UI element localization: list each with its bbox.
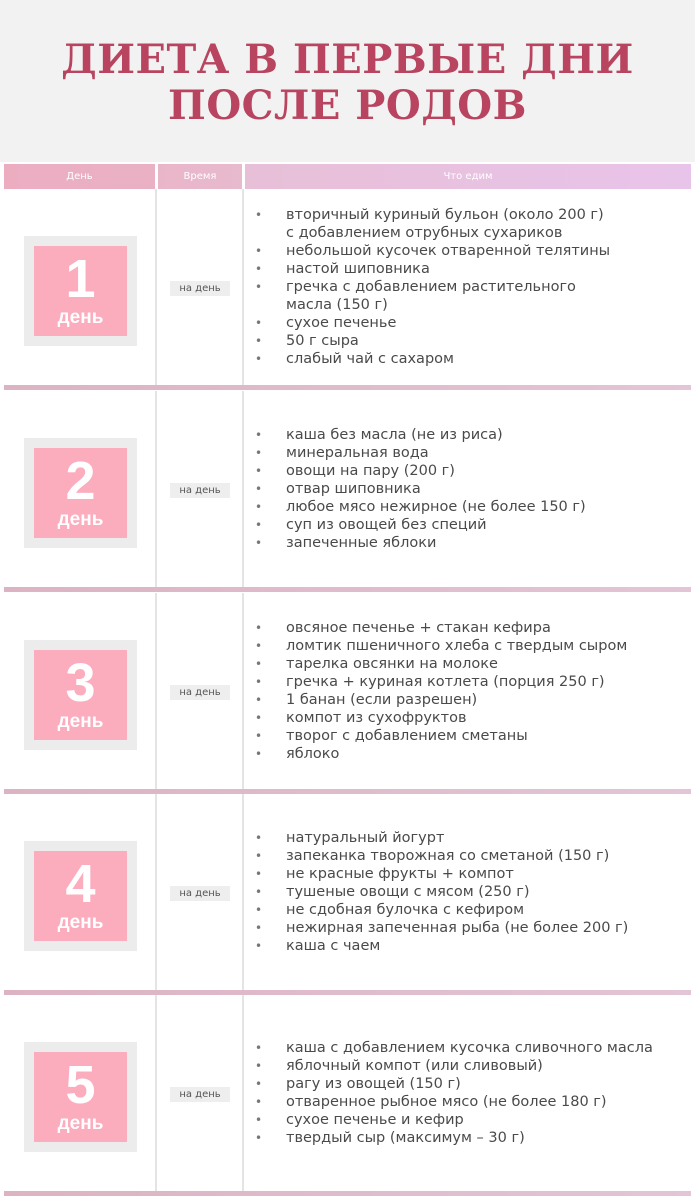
food-item: • овощи на пару (200 г) (255, 462, 687, 480)
food-item: • 1 банан (если разрешен) (255, 691, 687, 709)
day-number: 1 (65, 249, 96, 309)
day-label: день (57, 509, 104, 530)
day-badge (24, 640, 137, 750)
food-item: • отвар шиповника (255, 480, 687, 498)
food-item: • небольшой кусочек отваренной телятины (255, 242, 687, 260)
day-label: день (57, 912, 104, 933)
day-label: день (57, 307, 104, 328)
table-row (4, 189, 691, 391)
day-badge-inner (34, 650, 127, 740)
food-item: • слабый чай с сахаром (255, 350, 687, 368)
food-item: • сухое печенье и кефир (255, 1111, 687, 1129)
food-list (255, 206, 687, 368)
column-header-food: Что едим (245, 164, 691, 189)
day-badge (24, 236, 137, 346)
day-badge-inner (34, 448, 127, 538)
food-item: • яблочный компот (или сливовый) (255, 1057, 687, 1075)
day-badge (24, 841, 137, 951)
food-item: • сухое печенье (255, 314, 687, 332)
row-divider (4, 385, 691, 390)
food-item: • творог с добавлением сметаны (255, 727, 687, 745)
row-divider (4, 1191, 691, 1196)
food-item: • настой шиповника (255, 260, 687, 278)
table-row (4, 593, 691, 795)
day-badge-inner (34, 246, 127, 336)
food-item: • каша с добавлением кусочка сливочного масла (255, 1039, 687, 1057)
food-item: • каша с чаем (255, 937, 687, 955)
row-divider (4, 587, 691, 592)
food-item: • отваренное рыбное мясо (не более 180 г) (255, 1093, 687, 1111)
table-row (4, 794, 691, 996)
food-item: • не красные фрукты + компот (255, 865, 687, 883)
day-badge (24, 438, 137, 548)
day-label: день (57, 711, 104, 732)
column-divider (155, 593, 157, 789)
food-item: • овсяное печенье + стакан кефира (255, 619, 687, 637)
page-title: ДИЕТА В ПЕРВЫЕ ДНИ ПОСЛЕ РОДОВ (61, 36, 634, 129)
table-row (4, 995, 691, 1197)
food-item: • тушеные овощи с мясом (250 г) (255, 883, 687, 901)
food-item: • вторичный куриный бульон (около 200 г) с добавлением отрубных сухариков (255, 206, 615, 242)
column-divider (242, 391, 244, 587)
food-item: • минеральная вода (255, 444, 687, 462)
food-item: • компот из сухофруктов (255, 709, 687, 727)
food-item: • не сдобная булочка с кефиром (255, 901, 687, 919)
column-divider (242, 189, 244, 385)
food-item: • яблоко (255, 745, 687, 763)
column-divider (242, 593, 244, 789)
column-divider (242, 995, 244, 1191)
time-label: на день (170, 886, 230, 901)
food-item: • гречка + куриная котлета (порция 250 г) (255, 673, 687, 691)
column-divider (155, 794, 157, 990)
day-badge (24, 1042, 137, 1152)
food-list (255, 619, 687, 763)
food-item: • нежирная запеченная рыба (не более 200 г) (255, 919, 687, 937)
food-item: • 50 г сыра (255, 332, 687, 350)
food-list (255, 829, 687, 955)
table-row (4, 391, 691, 593)
column-divider (155, 189, 157, 385)
day-number: 4 (65, 854, 96, 914)
food-item: • твердый сыр (максимум – 30 г) (255, 1129, 687, 1147)
page-header (0, 0, 695, 162)
column-divider (242, 794, 244, 990)
column-divider (155, 995, 157, 1191)
time-label: на день (170, 281, 230, 296)
food-item: • запеченные яблоки (255, 534, 687, 552)
food-item: • рагу из овощей (150 г) (255, 1075, 687, 1093)
table-header-row (4, 164, 691, 189)
food-item: • ломтик пшеничного хлеба с твердым сыром (255, 637, 687, 655)
food-list (255, 426, 687, 552)
food-list (255, 1039, 687, 1147)
column-header-day: День (4, 164, 155, 189)
day-badge-inner (34, 1052, 127, 1142)
food-item: • натуральный йогурт (255, 829, 687, 847)
day-badge-inner (34, 851, 127, 941)
time-label: на день (170, 685, 230, 700)
food-item: • запеканка творожная со сметаной (150 г) (255, 847, 687, 865)
food-item: • каша без масла (не из риса) (255, 426, 687, 444)
food-item: • тарелка овсянки на молоке (255, 655, 687, 673)
day-label: день (57, 1113, 104, 1134)
column-header-time: Время (158, 164, 242, 189)
column-divider (155, 391, 157, 587)
food-item: • гречка с добавлением растительного масла (150 г) (255, 278, 615, 314)
time-label: на день (170, 483, 230, 498)
time-label: на день (170, 1087, 230, 1102)
food-item: • суп из овощей без специй (255, 516, 687, 534)
day-number: 3 (65, 653, 96, 713)
food-item: • любое мясо нежирное (не более 150 г) (255, 498, 687, 516)
day-number: 5 (65, 1055, 96, 1115)
day-number: 2 (65, 451, 96, 511)
